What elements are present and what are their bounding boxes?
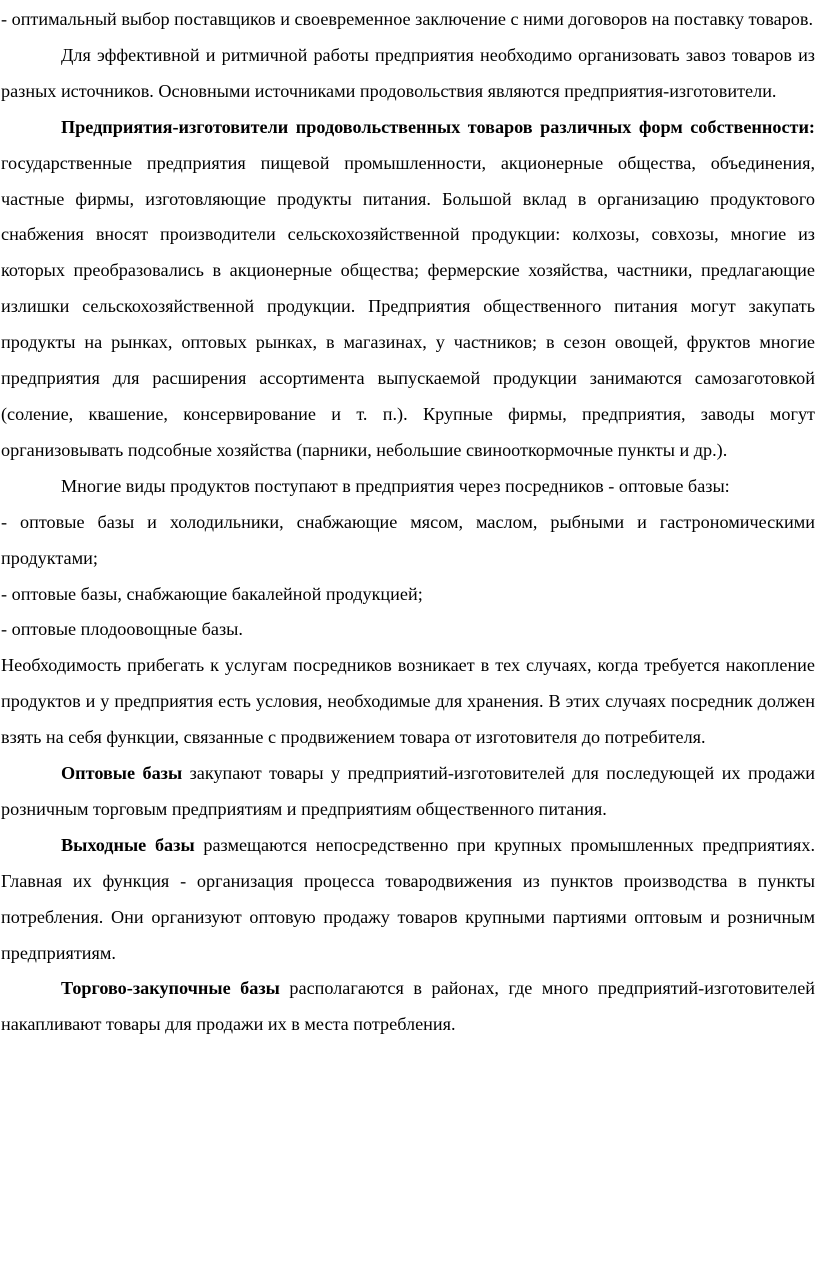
output-bases-text: размещаются непосредственно при крупных промышленных предприятиях. Главная их функция - организация процесса товародвижения из пунктов производства в пункты потребления. Они организуют оптовую продажу товаров крупными партиями оптовым и розничным предприятиям. [1,834,815,963]
paragraph-intermediaries: Многие виды продуктов поступают в предприятия через посредников - оптовые базы: [61,475,730,496]
list-item-grocery-bases: - оптовые базы, снабжающие бакалейной продукцией; [1,583,423,604]
paragraph-delivery-sources: Для эффективной и ритмичной работы предприятия необходимо организовать завоз товаров из разных источников. Основными источниками продовольствия являются предприятия-изготовители. [1,44,815,101]
heading-trade-purchasing-bases: Торгово-закупочные базы [61,978,280,999]
wholesale-bases-text: закупают товары у предприятий-изготовителей для последующей их продажи розничным торговым предприятиям и предприятиям общественного питания. [1,763,815,819]
list-item-produce-bases: - оптовые плодоовощные базы. [1,619,243,640]
paragraph-trade-purchasing-bases [1,971,815,1043]
heading-output-bases: Выходные базы [61,834,195,855]
paragraph-supplier-choice: - оптимальный выбор поставщиков и своевременное заключение с ними договоров на поставку товаров. [1,9,813,29]
paragraph-wholesale-bases [1,756,815,828]
heading-wholesale-bases: Оптовые базы [61,763,183,784]
list-item-cold-storage: - оптовые базы и холодильники, снабжающие мясом, маслом, рыбными и гастрономическими продуктами; [1,511,815,568]
heading-manufacturers: Предприятия-изготовители продовольственных товаров различных форм собственности: [61,116,815,137]
manufacturers-text: государственные предприятия пищевой промышленности, акционерные общества, объединения, частные фирмы, изготовляющие продукты питания. Большой вклад в организацию продуктового снабжения вносят производители сельскохозяйственной продукции: колхозы, совхозы, многие из которых преобразовались в акционерные общества; фермерские хозяйства, частники, предлагающие излишки сельскохозяйственной продукции. Предприятия общественного питания могут закупать продукты на рынках, оптовых рынках, в магазинах, у частников; в сезон овощей, фруктов многие предприятия для расширения ассортимента выпускаемой продукции занимаются самозаготовкой (соление, квашение, консервирование и т. п.). Крупные фирмы, предприятия, заводы могут организовывать подсобные хозяйства (парники, небольшие свинооткормочные пункты и др.). [1,152,815,460]
paragraph-output-bases [1,828,815,972]
paragraph-manufacturers [1,110,815,469]
paragraph-intermediary-need: Необходимость прибегать к услугам посредников возникает в тех случаях, когда требуется накопление продуктов и у предприятия есть условия, необходимые для хранения. В этих случаях посредник должен взять на себя функции, связанные с продвижением товара от изготовителя до потребителя. [1,655,815,748]
trade-purchasing-bases-text: располагаются в районах, где много предприятий-изготовителей накапливают товары для продажи их в места потребления. [1,978,815,1035]
